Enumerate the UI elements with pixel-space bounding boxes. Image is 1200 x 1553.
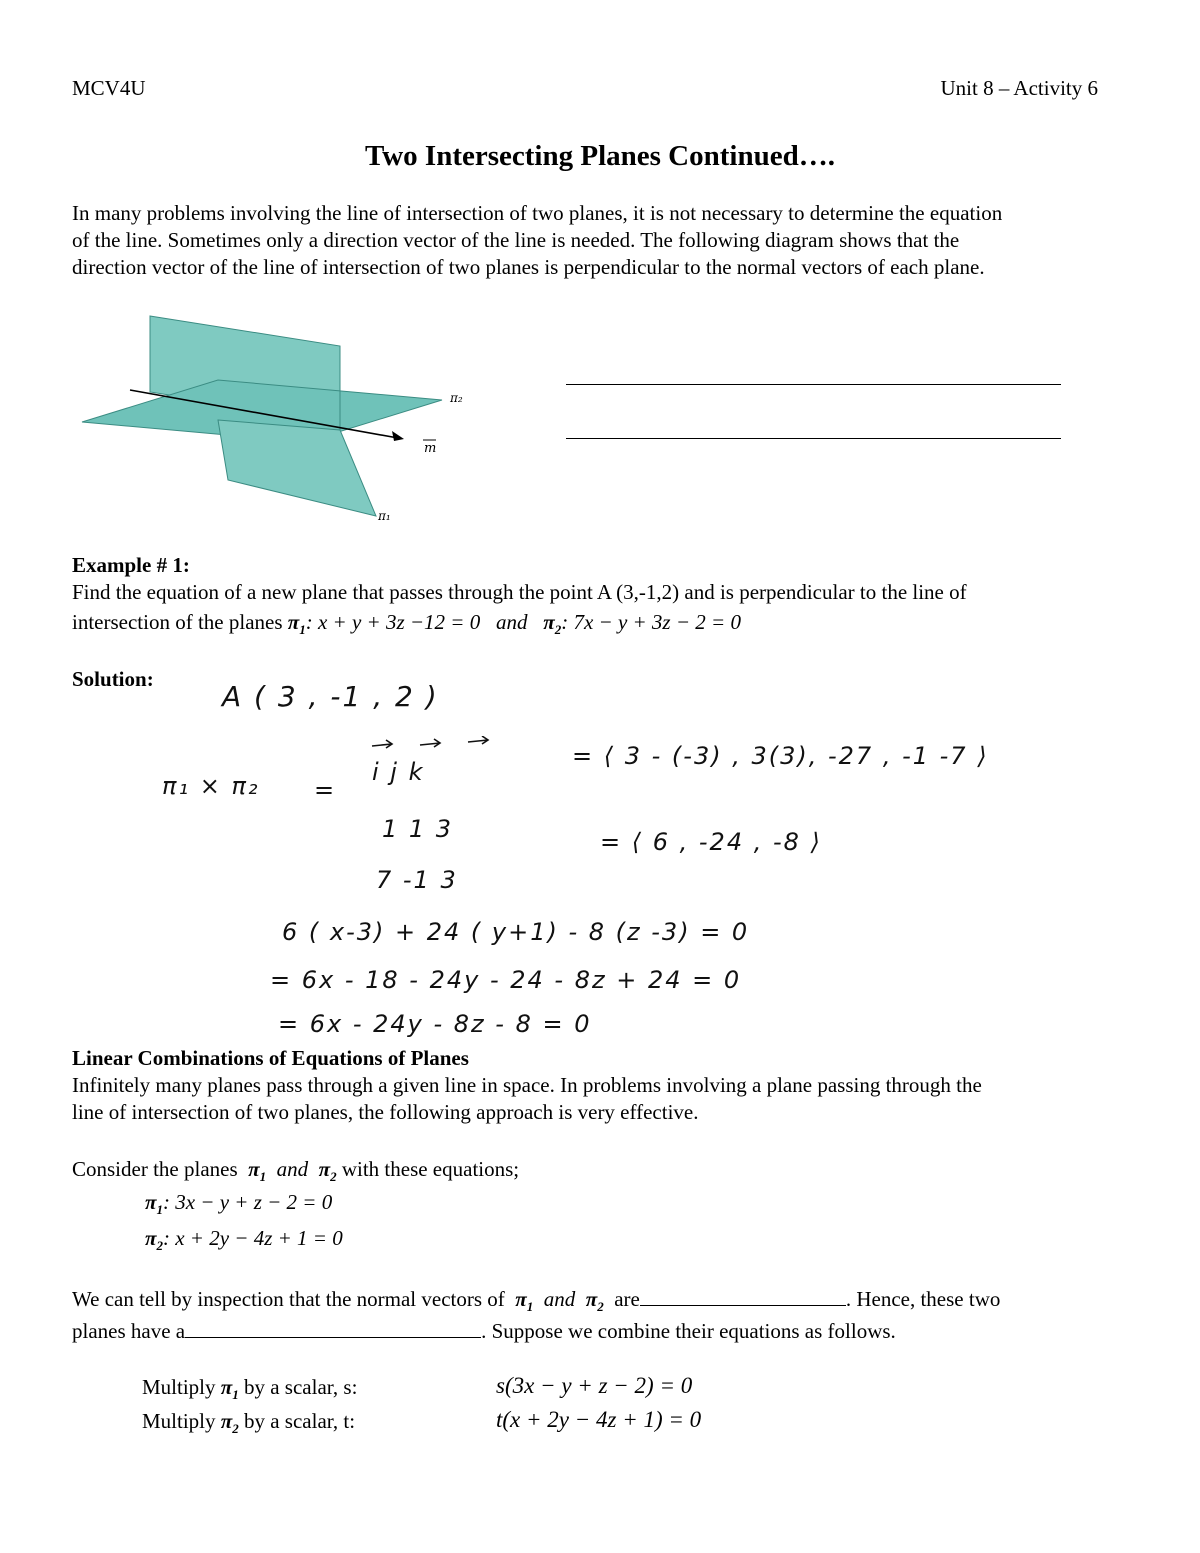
multiply-pi2-line bbox=[142, 1409, 355, 1437]
answer-blank-1[interactable] bbox=[566, 384, 1061, 385]
handwritten-calc2: = ⟨ 6 , -24 , -8 ⟩ bbox=[600, 828, 822, 856]
intro-line: In many problems involving the line of intersection of two planes, it is not necessary to determine the equation bbox=[72, 201, 1003, 225]
label-pi2: π₂ bbox=[450, 391, 463, 405]
consider-prefix: Consider the planes bbox=[72, 1157, 238, 1181]
pi2-equation-line bbox=[145, 1226, 343, 1254]
pi1-symbol: $\pi_1$ bbox=[515, 1287, 534, 1315]
vector-arrows-icon bbox=[368, 736, 508, 758]
pi1-symbol: $\pi_1$ bbox=[248, 1157, 267, 1185]
scalar-label: by a scalar, s: bbox=[243, 1375, 358, 1399]
pi1-equation: : 3x − y + z − 2 = 0 bbox=[162, 1190, 333, 1214]
handwritten-row1: 1 1 3 bbox=[382, 815, 454, 843]
handwritten-step3: = 6x - 24y - 8z - 8 = 0 bbox=[278, 1010, 592, 1038]
handwritten-calc1: = ⟨ 3 - (-3) , 3(3), -27 , -1 -7 ⟩ bbox=[572, 742, 989, 770]
answer-blank-2[interactable] bbox=[566, 438, 1061, 439]
consider-line bbox=[72, 1157, 519, 1185]
pi2-symbol: $\pi_2$ bbox=[543, 610, 562, 638]
example-heading: Example # 1: bbox=[72, 553, 190, 577]
suppose-text: . Suppose we combine their equations as follows. bbox=[481, 1319, 896, 1343]
label-m: m bbox=[424, 441, 437, 456]
pi2-equation: : x + 2y − 4z + 1 = 0 bbox=[162, 1226, 343, 1250]
multiply-pi1-equation: s(3x − y + z − 2) = 0 bbox=[496, 1373, 693, 1398]
planes-have-text: planes have a bbox=[72, 1319, 186, 1343]
planes-have-line bbox=[72, 1319, 896, 1344]
pi1-equation: : x + y + 3z −12 = 0 bbox=[305, 610, 481, 634]
multiply-pi2-equation: t(x + 2y − 4z + 1) = 0 bbox=[496, 1407, 702, 1432]
pi2-symbol: $\pi_2$ bbox=[318, 1157, 337, 1185]
multiply-pi1-line bbox=[142, 1375, 357, 1403]
normal-vectors-blank[interactable] bbox=[640, 1287, 846, 1306]
are-word: are bbox=[614, 1287, 640, 1311]
pi2-symbol: $\pi_2$ bbox=[585, 1287, 604, 1315]
unit-label: Unit 8 – Activity 6 bbox=[940, 76, 1098, 100]
intro-line: of the line. Sometimes only a direction vector of the line is needed. The following diagram shows that the bbox=[72, 228, 960, 252]
handwritten-equals: = bbox=[314, 776, 337, 804]
multiply-label: Multiply bbox=[142, 1375, 216, 1399]
course-code: MCV4U bbox=[72, 76, 146, 100]
handwritten-cross: π₁ × π₂ bbox=[162, 772, 260, 800]
pi2-equation: : 7x − y + 3z − 2 = 0 bbox=[561, 610, 741, 634]
pi1-symbol: $\pi_1$ bbox=[287, 610, 306, 638]
section-text: Infinitely many planes pass through a given line in space. In problems involving a plane passing through the bbox=[72, 1073, 982, 1097]
pi1-symbol: $\pi_1$ bbox=[145, 1190, 163, 1218]
example-text: Find the equation of a new plane that passes through the point A (3,-1,2) and is perpendicular to the line of bbox=[72, 580, 967, 604]
pi1-equation-line bbox=[145, 1190, 332, 1218]
inspect-prefix: We can tell by inspection that the normal vectors of bbox=[72, 1287, 505, 1311]
intersecting-planes-diagram bbox=[78, 310, 478, 530]
consider-suffix: with these equations; bbox=[341, 1157, 520, 1181]
section-text: line of intersection of two planes, the following approach is very effective. bbox=[72, 1100, 699, 1124]
handwritten-point: A ( 3 , -1 , 2 ) bbox=[222, 680, 439, 713]
solution-label: Solution: bbox=[72, 667, 154, 691]
pi2-symbol: $\pi_2$ bbox=[220, 1409, 239, 1437]
intro-line: direction vector of the line of intersection of two planes is perpendicular to the normal vectors of each plane. bbox=[72, 255, 985, 279]
example-planes-line bbox=[72, 610, 741, 638]
scalar-label: by a scalar, t: bbox=[243, 1409, 356, 1433]
page-title: Two Intersecting Planes Continued…. bbox=[365, 140, 835, 172]
inspection-line bbox=[72, 1287, 1000, 1315]
multiply-label: Multiply bbox=[142, 1409, 216, 1433]
handwritten-step1: 6 ( x-3) + 24 ( y+1) - 8 (z -3) = 0 bbox=[282, 918, 750, 946]
and-word: and bbox=[276, 1157, 309, 1181]
handwritten-row2: 7 -1 3 bbox=[376, 866, 458, 894]
and-word: and bbox=[495, 610, 528, 634]
label-pi1: π₁ bbox=[378, 509, 391, 523]
plane-pi1-lower bbox=[218, 420, 376, 516]
inspect-suffix: . Hence, these two bbox=[845, 1287, 1001, 1311]
and-word: and bbox=[543, 1287, 576, 1311]
planes-relation-blank[interactable] bbox=[185, 1319, 481, 1338]
arrow-head-icon bbox=[392, 431, 404, 441]
pi2-symbol: $\pi_2$ bbox=[145, 1226, 163, 1254]
handwritten-ijk: i j k bbox=[372, 758, 425, 786]
section-heading: Linear Combinations of Equations of Planes bbox=[72, 1046, 469, 1070]
pi1-symbol: $\pi_1$ bbox=[220, 1375, 239, 1403]
example-prefix: intersection of the planes bbox=[72, 610, 283, 634]
handwritten-step2: = 6x - 18 - 24y - 24 - 8z + 24 = 0 bbox=[270, 966, 742, 994]
